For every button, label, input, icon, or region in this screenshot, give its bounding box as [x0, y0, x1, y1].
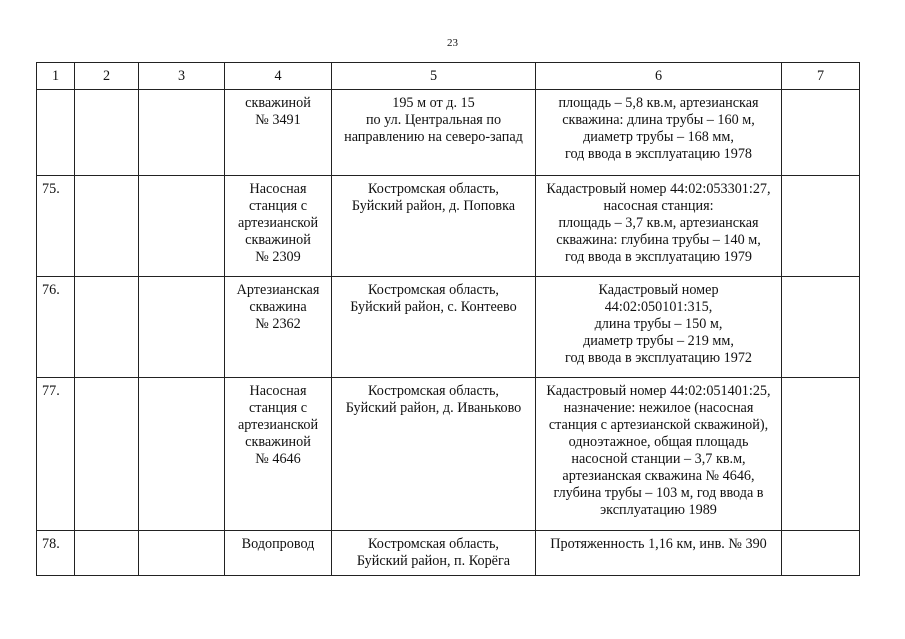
table-row: [37, 90, 860, 176]
cell-col3: [139, 176, 225, 277]
row-number-cell: [37, 90, 75, 176]
table-row: [37, 378, 860, 531]
characteristics-cell: площадь – 5,8 кв.м, артезианская скважина: длина трубы – 160 м, диаметр трубы – 168 мм, год ввода в эксплуатацию 1978: [536, 90, 782, 176]
cell-col2: [75, 277, 139, 378]
header-cell-3: 3: [139, 63, 225, 90]
characteristics-cell: Кадастровый номер 44:02:050101:315, длина трубы – 150 м, диаметр трубы – 219 мм, год ввода в эксплуатацию 1972: [536, 277, 782, 378]
row-number-cell: 78.: [37, 531, 75, 576]
table-row: [37, 176, 860, 277]
registry-table: [36, 62, 860, 576]
cell-col3: [139, 531, 225, 576]
object-name-cell: Артезианская скважина № 2362: [225, 277, 332, 378]
cell-col3: [139, 378, 225, 531]
header-cell-7: 7: [782, 63, 860, 90]
cell-col2: [75, 378, 139, 531]
cell-col2: [75, 531, 139, 576]
characteristics-cell: Кадастровый номер 44:02:053301:27, насосная станция: площадь – 3,7 кв.м, артезианская скважина: глубина трубы – 140 м, год ввода в эксплуатацию 1979: [536, 176, 782, 277]
cell-col7: [782, 378, 860, 531]
cell-col7: [782, 176, 860, 277]
cell-col2: [75, 176, 139, 277]
header-cell-1: 1: [37, 63, 75, 90]
table-row: [37, 531, 860, 576]
row-number-cell: 76.: [37, 277, 75, 378]
object-name-cell: Водопровод: [225, 531, 332, 576]
object-name-cell: скважиной № 3491: [225, 90, 332, 176]
object-name-cell: Насосная станция с артезианской скважиной № 4646: [225, 378, 332, 531]
characteristics-cell: Кадастровый номер 44:02:051401:25, назначение: нежилое (насосная станция с артезианской скважиной), одноэтажное, общая площадь насосной станции – 3,7 кв.м, артезианская скважина № 4646, глубина трубы – 103 м, год ввода в эксплуатацию 1989: [536, 378, 782, 531]
header-cell-2: 2: [75, 63, 139, 90]
object-name-cell: Насосная станция с артезианской скважиной № 2309: [225, 176, 332, 277]
cell-col2: [75, 90, 139, 176]
location-cell: Костромская область, Буйский район, д. Иваньково: [332, 378, 536, 531]
location-cell: 195 м от д. 15 по ул. Центральная по направлению на северо-запад: [332, 90, 536, 176]
header-cell-5: 5: [332, 63, 536, 90]
table-row: [37, 277, 860, 378]
page-number: 23: [447, 37, 458, 49]
cell-col7: [782, 531, 860, 576]
location-cell: Костромская область, Буйский район, п. Корёга: [332, 531, 536, 576]
location-cell: Костромская область, Буйский район, с. Контеево: [332, 277, 536, 378]
row-number-cell: 75.: [37, 176, 75, 277]
row-number-cell: 77.: [37, 378, 75, 531]
characteristics-cell: Протяженность 1,16 км, инв. № 390: [536, 531, 782, 576]
cell-col7: [782, 277, 860, 378]
cell-col3: [139, 90, 225, 176]
header-cell-4: 4: [225, 63, 332, 90]
header-row: [37, 63, 860, 90]
header-cell-6: 6: [536, 63, 782, 90]
cell-col3: [139, 277, 225, 378]
cell-col7: [782, 90, 860, 176]
location-cell: Костромская область, Буйский район, д. Поповка: [332, 176, 536, 277]
